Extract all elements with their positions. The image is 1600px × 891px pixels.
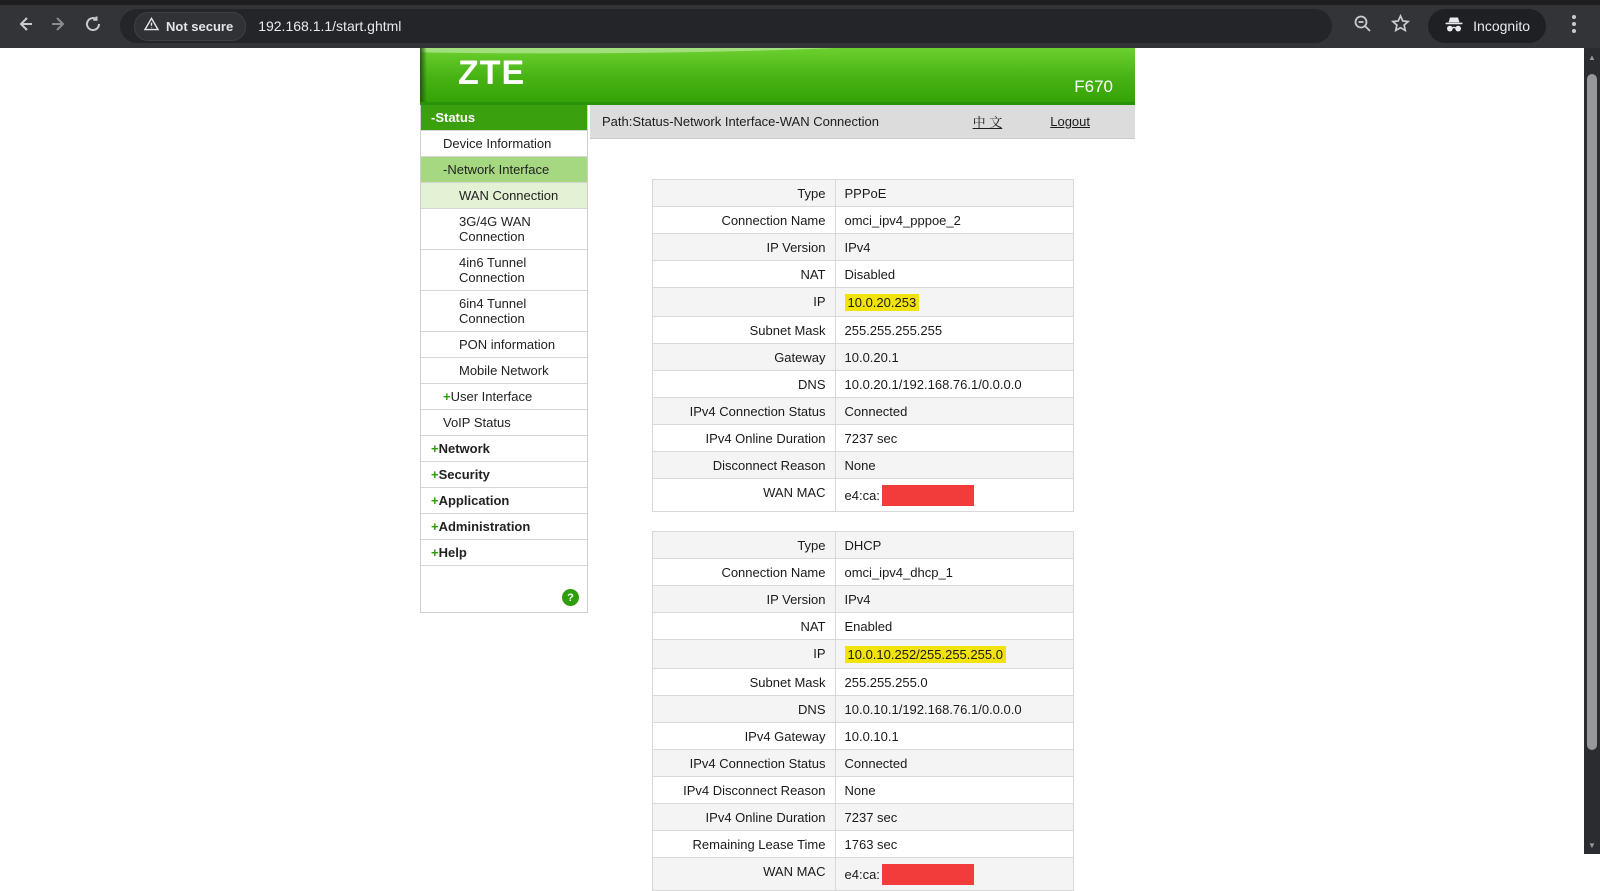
sidebar-item-wan-connection[interactable]: WAN Connection [421,183,587,209]
language-link[interactable]: 中 文 [972,115,1003,130]
star-icon [1391,14,1410,38]
mac-prefix: e4:ca: [844,867,880,882]
reload-button[interactable] [76,9,110,43]
table-row [653,831,1073,858]
row-label: IP [653,640,836,668]
table-row [653,723,1073,750]
mac-prefix: e4:ca: [844,488,880,503]
row-value: 10.0.10.1/192.168.76.1/0.0.0.0 [844,702,1022,717]
sidebar-item-label: Application [438,493,510,508]
path-bar [590,105,1135,139]
row-label: Gateway [653,344,836,370]
table-row [653,613,1073,640]
sidebar-item-mobile-network[interactable]: Mobile Network [421,358,587,384]
row-label: Subnet Mask [653,669,836,695]
browser-menu-button[interactable] [1558,10,1590,42]
forward-arrow-icon [50,15,68,38]
redaction-box [882,864,974,885]
table-row [653,425,1073,452]
table-row [653,479,1073,512]
table-row [653,261,1073,288]
row-value: 10.0.20.1/192.168.76.1/0.0.0.0 [844,377,1022,392]
row-label: IPv4 Gateway [653,723,836,749]
security-badge-label: Not secure [166,18,234,34]
sidebar-item-device-information[interactable]: Device Information [421,131,587,157]
breadcrumb: Path:Status-Network Interface-WAN Connection [602,114,879,129]
model-label: F670 [1074,77,1113,96]
expand-plus-icon: + [443,389,451,404]
table-row [653,317,1073,344]
table-row [653,371,1073,398]
help-question-icon[interactable]: ? [562,589,579,606]
row-label: Type [653,180,836,206]
table-row [653,750,1073,777]
row-value: omci_ipv4_dhcp_1 [844,565,953,580]
sidebar-item-label: User Interface [450,389,533,404]
row-value: 10.0.20.1 [844,350,899,365]
expand-plus-icon: + [431,519,439,534]
table-row [653,207,1073,234]
table-row [653,532,1073,559]
table-row [653,559,1073,586]
wan-connection-panel [590,139,1135,891]
scrollbar-down-arrow[interactable]: ▼ [1588,840,1596,850]
row-label: DNS [653,371,836,397]
row-label: DNS [653,696,836,722]
sidebar-item-help[interactable] [421,540,587,566]
table-row [653,669,1073,696]
row-value: omci_ipv4_pppoe_2 [844,213,961,228]
row-label: WAN MAC [653,479,836,511]
row-value: PPPoE [844,186,887,201]
table-row [653,452,1073,479]
page-scrollbar[interactable] [1584,48,1600,854]
table-row [653,696,1073,723]
incognito-label: Incognito [1473,18,1530,34]
sidebar-item-network-interface[interactable]: -Network Interface [421,157,587,183]
kebab-menu-icon [1572,15,1576,38]
row-value: Connected [844,404,908,419]
table-row [653,858,1073,891]
row-value: IPv4 [844,240,871,255]
sidebar-item-label: Help [438,545,467,560]
highlighted-ip-value: 10.0.10.252/255.255.255.0 [845,646,1006,663]
row-value: 255.255.255.0 [844,675,928,690]
row-value: DHCP [844,538,882,553]
router-admin-page [420,48,1135,891]
row-value: IPv4 [844,592,871,607]
incognito-badge [1428,9,1546,43]
table-row [653,234,1073,261]
sidebar-item-voip-status[interactable]: VoIP Status [421,410,587,436]
incognito-icon [1444,16,1464,37]
scrollbar-thumb[interactable] [1587,74,1597,750]
row-value [836,640,1073,668]
row-label: IP Version [653,234,836,260]
row-value: Connected [844,756,908,771]
expand-plus-icon: + [431,467,439,482]
back-button[interactable] [8,9,42,43]
toolbar-right [1346,9,1590,43]
magnifier-minus-icon [1353,14,1372,38]
sidebar-item-label: Network [438,441,490,456]
browser-toolbar [0,0,1600,48]
table-row [653,180,1073,207]
row-label: IPv4 Disconnect Reason [653,777,836,803]
logout-link[interactable]: Logout [1050,114,1090,129]
row-value: 7237 sec [844,431,898,446]
row-value: Disabled [844,267,896,282]
table-row [653,586,1073,613]
wan-table-pppoe [652,179,1074,512]
row-label: NAT [653,261,836,287]
row-label: Disconnect Reason [653,452,836,478]
row-label: NAT [653,613,836,639]
bookmark-button[interactable] [1384,10,1416,42]
row-label: Type [653,532,836,558]
row-value [836,288,1073,316]
expand-plus-icon: + [431,545,439,560]
scrollbar-up-arrow[interactable]: ▲ [1588,52,1596,62]
row-value [836,479,1073,511]
zte-logo: ZTE [458,54,526,92]
expand-plus-icon: + [431,441,439,456]
row-label: IPv4 Online Duration [653,425,836,451]
url-text: 192.168.1.1/start.ghtml [258,18,402,34]
sidebar-item-label: Administration [438,519,531,534]
row-label: WAN MAC [653,858,836,890]
reload-icon [84,15,102,38]
security-badge[interactable] [134,12,246,41]
sidebar-item-3g4g-wan-connection[interactable]: 3G/4G WAN Connection [421,209,587,250]
table-row [653,344,1073,371]
sidebar-item-4in6-tunnel-connection[interactable]: 4in6 Tunnel Connection [421,250,587,291]
sidebar-item-security[interactable] [421,462,587,488]
sidebar-item-application[interactable] [421,488,587,514]
wan-table-dhcp [652,531,1074,891]
row-label: Subnet Mask [653,317,836,343]
table-row [653,640,1073,669]
row-value: 10.0.10.1 [844,729,899,744]
forward-button[interactable] [42,9,76,43]
row-label: IPv4 Online Duration [653,804,836,830]
table-row [653,777,1073,804]
row-label: IP Version [653,586,836,612]
sidebar-item-label: Security [438,467,490,482]
row-value: 1763 sec [844,837,898,852]
row-label: IP [653,288,836,316]
row-value: None [844,783,876,798]
row-label: Connection Name [653,207,836,233]
sidebar-item-network[interactable] [421,436,587,462]
zoom-out-button[interactable] [1346,10,1378,42]
sidebar-item-6in4-tunnel-connection[interactable]: 6in4 Tunnel Connection [421,291,587,332]
sidebar-item-pon-information[interactable]: PON information [421,332,587,358]
highlighted-ip-value: 10.0.20.253 [845,294,920,311]
row-label: IPv4 Connection Status [653,750,836,776]
sidebar-footer [421,566,587,612]
content-pane [590,105,1135,891]
sidebar-item-user-interface[interactable] [421,384,587,410]
sidebar-menu [420,105,588,613]
row-label: IPv4 Connection Status [653,398,836,424]
row-label: Connection Name [653,559,836,585]
row-value [836,858,1073,890]
expand-plus-icon: + [431,493,439,508]
zte-header-banner [420,48,1135,105]
row-label: Remaining Lease Time [653,831,836,857]
warning-triangle-icon [144,17,159,36]
sidebar-item-administration[interactable] [421,514,587,540]
table-row [653,288,1073,317]
table-row [653,398,1073,425]
url-bar[interactable] [120,9,1332,43]
row-value: Enabled [844,619,893,634]
table-row [653,804,1073,831]
sidebar-item-status[interactable]: -Status [421,105,587,131]
row-value: None [844,458,876,473]
row-value: 255.255.255.255 [844,323,943,338]
redaction-box [882,485,974,506]
row-value: 7237 sec [844,810,898,825]
back-arrow-icon [16,15,34,38]
